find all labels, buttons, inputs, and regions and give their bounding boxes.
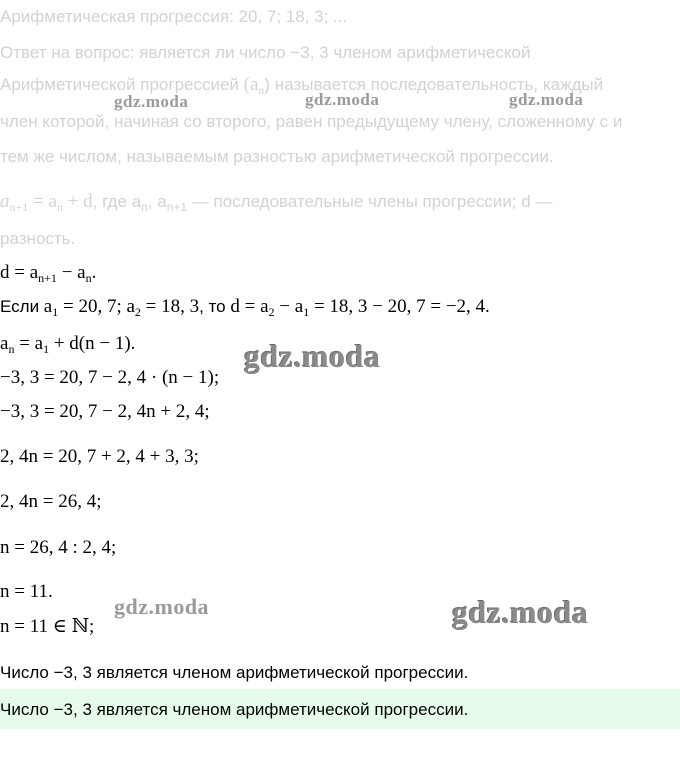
conclusion-text: Число −3, 3 является членом арифметической прогрессии.: [0, 663, 469, 682]
solution-line-3: $a_n = a_1 + d(n - 1)$.: [0, 333, 136, 356]
watermark: gdz.moda: [244, 338, 381, 374]
solution-line-6: 2, 4n = 20, 7 + 2, 4 + 3, 3;: [0, 446, 199, 467]
solution-line-5: −3, 3 = 20, 7 − 2, 4n + 2, 4;: [0, 401, 210, 422]
solution-line-10: n = 11 ∈ ℕ;: [0, 616, 95, 637]
solution-line-9: n = 11.: [0, 581, 53, 602]
solution-line-1: $d = a_{n+1} - a_n$.: [0, 262, 97, 285]
answer-text: Число −3, 3 является членом арифметической прогрессии.: [0, 700, 469, 719]
solution-line-4: −3, 3 = 20, 7 − 2, 4 · (n − 1);: [0, 367, 220, 388]
solution-line-8: n = 26, 4 : 2, 4;: [0, 537, 117, 558]
question-text: Ответ на вопрос: является ли число −3, 3 членом арифметической: [0, 43, 531, 62]
solution-line-2: Если $a_1 = 20$, 7; $a_2 = 18$, 3, то $d = a_2 - a_1 = 18$, 3 − 20, 7 = −2, 4.: [0, 296, 490, 319]
watermark: gdz.moda: [114, 92, 189, 111]
watermark: gdz.moda: [509, 90, 584, 109]
progression-title: Арифметическая прогрессия: 20, 7; 18, 3; ...: [0, 7, 348, 26]
watermark: gdz.moda: [452, 594, 589, 630]
watermark: gdz.moda: [305, 90, 380, 109]
watermark: gdz.moda: [114, 594, 210, 619]
solution-line-7: 2, 4n = 26, 4;: [0, 491, 102, 512]
definition-line-2: член которой, начиная со второго, равен предыдущему члену, сложенному с и: [0, 112, 623, 131]
definition-line-3: тем же числом, называемым разностью арифметической прогрессии.: [0, 147, 554, 166]
definition-line-5: разность.: [0, 229, 76, 248]
definition-line-1: Арифметической прогрессией $(a_n)$ называется последовательность, каждый: [0, 74, 604, 97]
definition-formula: $a_{n+1} = a_n + d$, где $a_n$, $a_{n+1}$ — последовательные члены прогрессии; d —: [0, 191, 553, 214]
